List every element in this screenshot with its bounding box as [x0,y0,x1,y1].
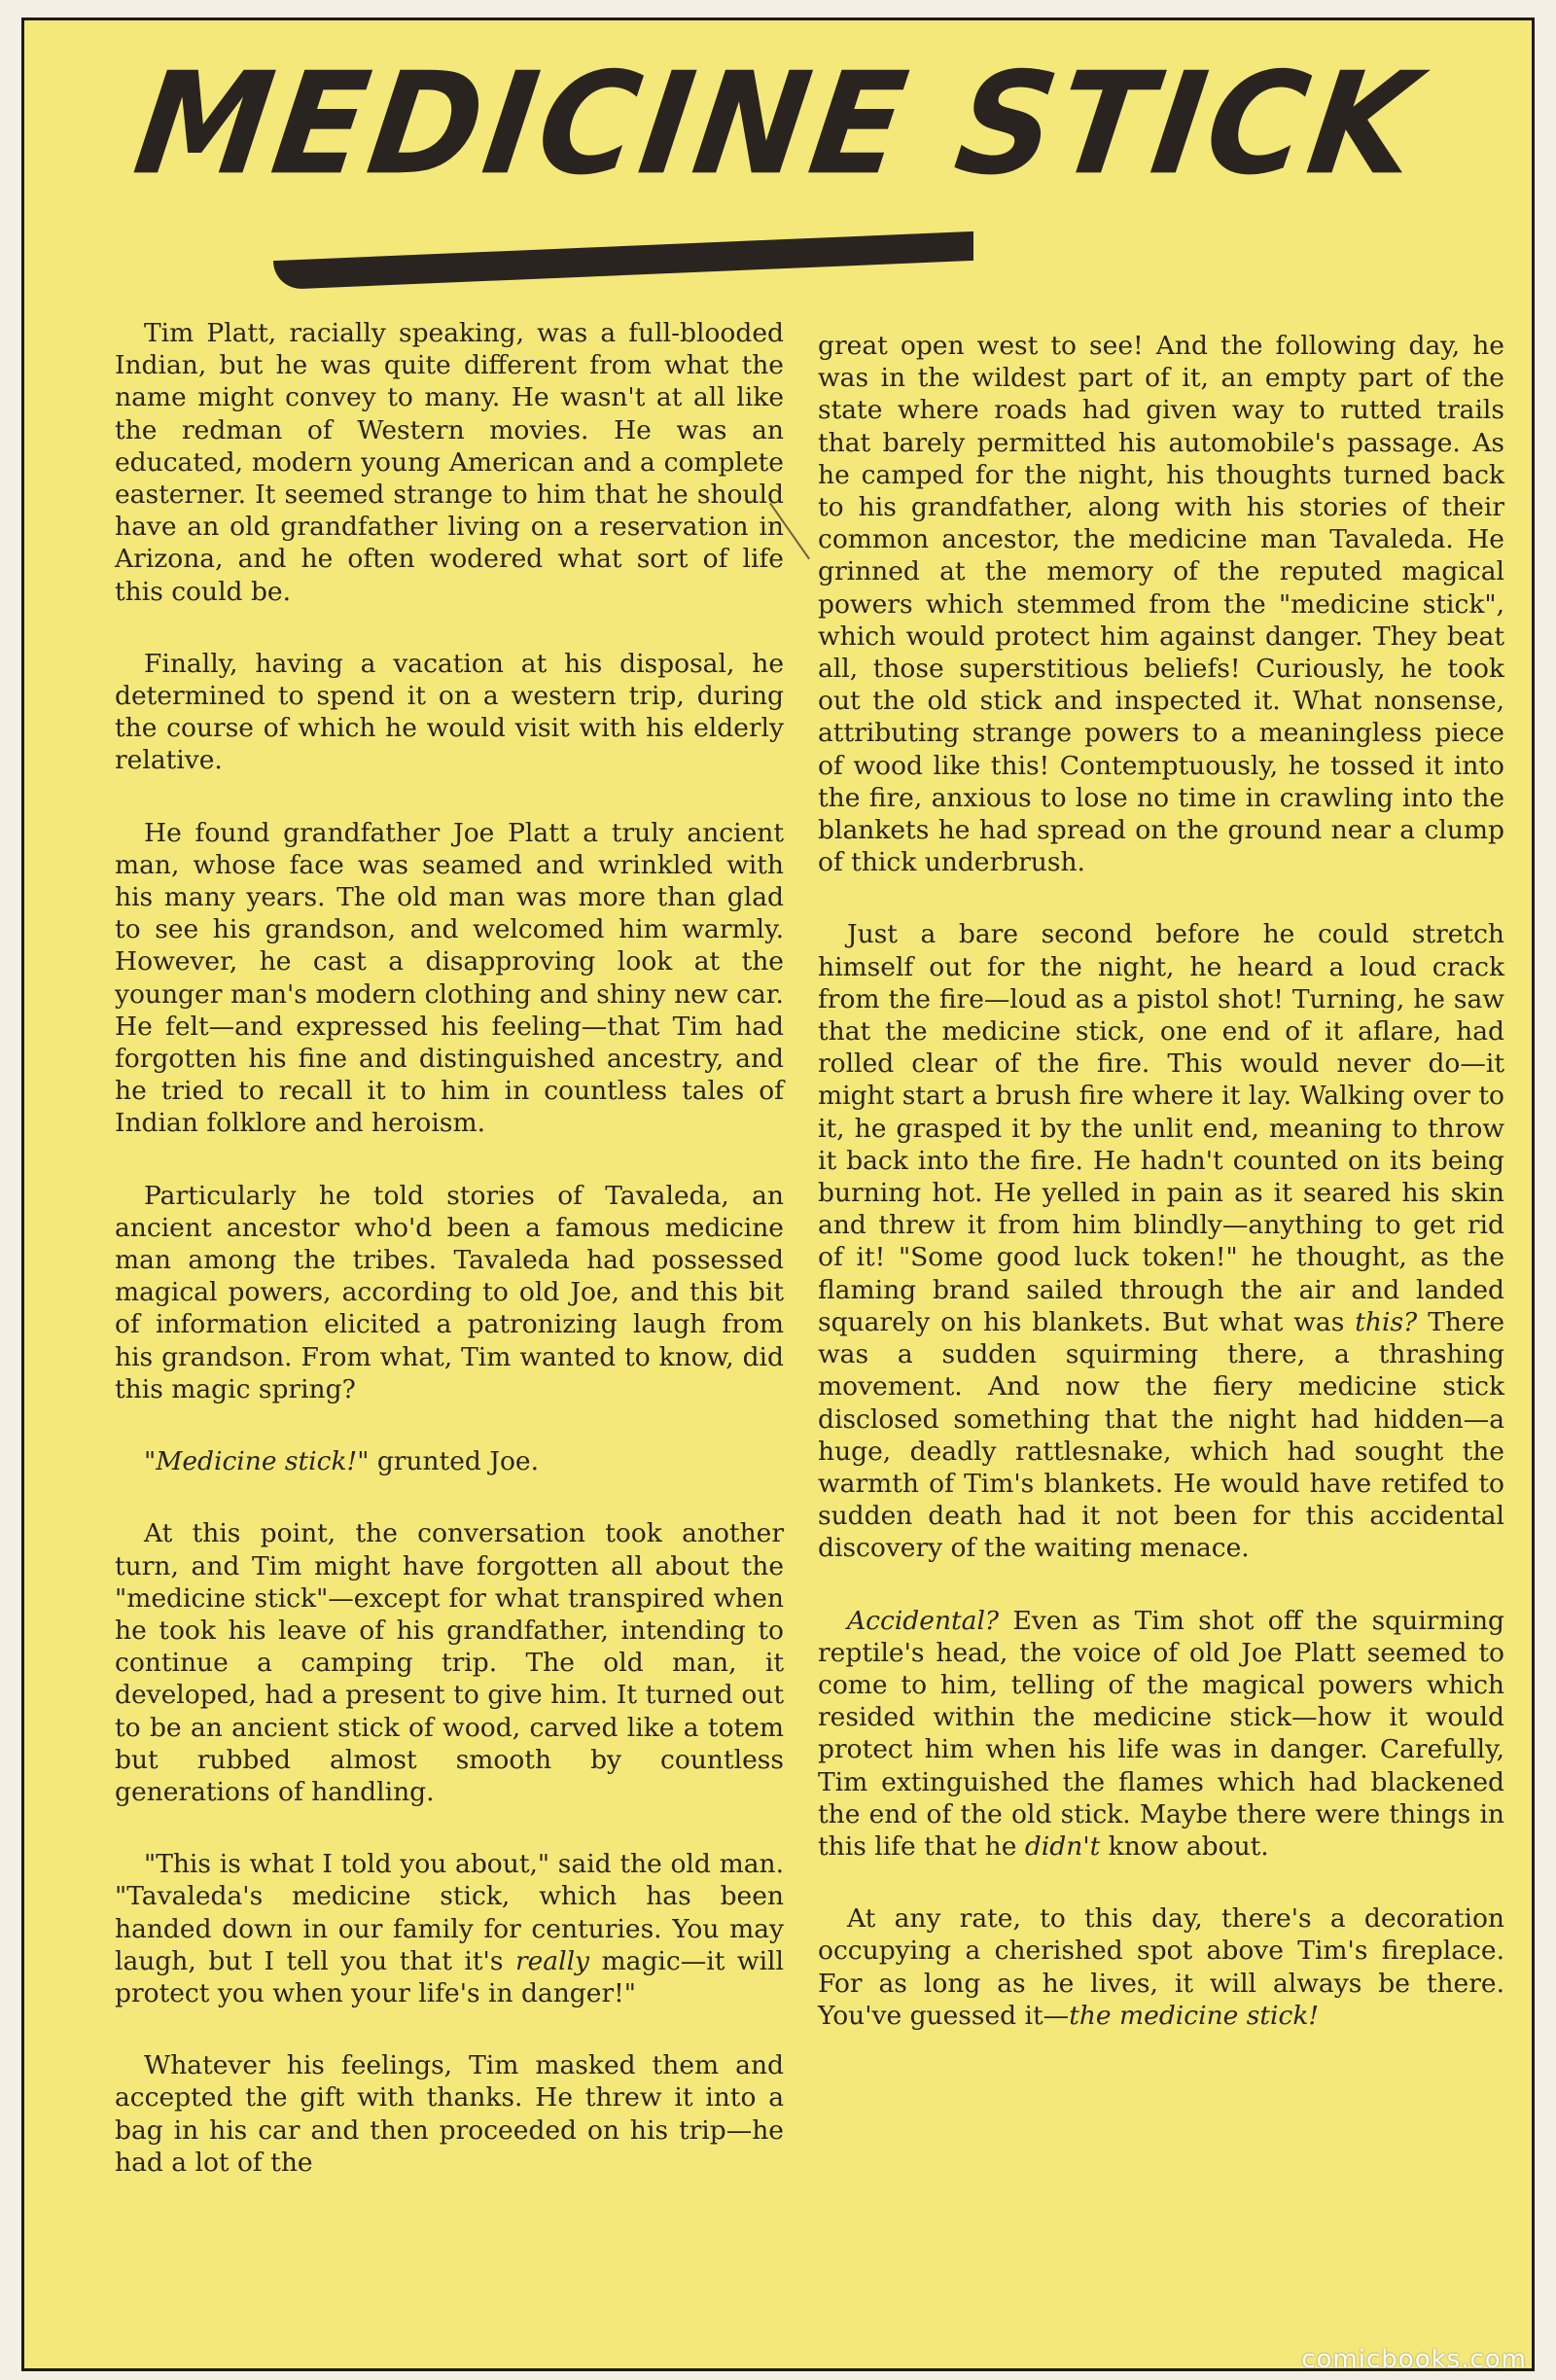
paragraph [818,1605,1504,1864]
italic-text: didn't [1024,1830,1101,1862]
text: grunted Joe. [369,1446,539,1477]
title-banner [24,20,1532,298]
italic-text: Accidental? [847,1605,1000,1636]
text: There was a sudden squirming there, a thrashing movement. And now the fiery medicine stick disclosed something that the night had hidden—a huge, deadly rattlesnake, which had sought the warmth of Tim's blankets. He would have retifed to sudden death had it not been for this accidental discovery of the waiting menace. [818,1306,1504,1564]
paragraph: great open west to see! And the following day, he was in the wildest part of it, an empty part of the state where roads had given way to rutted trails that barely permitted his automobile's passage. As he camped for the night, his thoughts turned back to his grandfather, along with his stories of their common ancestor, the medicine man Tavaleda. He grinned at the memory of the reputed magical powers which stemmed from the "medicine stick", which would protect him against danger. They beat all, those superstitious beliefs! Curiously, he took out the old stick and inspected it. What nonsense, attributing strange powers to a meaningless piece of wood like this! Contemptuously, he tossed it into the fire, anxious to lose no time in crawling into the blankets he had spread on the ground near a clump of thick underbrush. [818,331,1504,878]
italic-text: really [514,1945,590,1976]
right-column [818,330,1504,2072]
paragraph: Tim Platt, racially speaking, was a full-blooded Indian, but he was quite different from what the name might convey to many. He wasn't at all like the redman of Western movies. He was an educated, modern young American and a complete easterner. It seemed strange to him that he should have an old grandfather living on a reservation in Arizona, and he often wodered what sort of life this could be. [115,318,784,607]
story-title: MEDICINE STICK [125,41,1431,206]
title-underline-swoosh [273,231,973,290]
text: Just a bare second before he could stretch himself out for the night, he heard a loud crack from the fire—loud as a pistol shot! Turning, he saw that the medicine stick, one end of it aflare, had rolled clear of the fire. This would never do—it might start a brush fire where it lay. Walking over to it, he grasped it by the unlit end, meaning to throw it back into the fire. He hadn't counted on its being burning hot. He yelled in pain as it seared his skin and threw it from him blindly—anything to get rid of it! "Some good luck token!" he thought, as the flaming brand sailed through the air and landed squarely on his blankets. But what was [818,919,1504,1337]
paragraph [818,918,1504,1564]
italic-text: "Medicine stick!" [144,1446,370,1477]
text: magic—it will protect you when your life's in danger!" [115,1945,784,2008]
text: Even as Tim shot off the squirming reptile's head, the voice of old Joe Platt seemed to come to him, telling of the magical powers which resided within the medicine stick—how it would protect him when his life was in danger. Carefully, Tim extinguished the flames which had blackened the end of the old stick. Maybe there were things in this life that he [818,1605,1504,1862]
paragraph: Whatever his feelings, Tim masked them and accepted the gift with thanks. He threw it into a bag in his car and then proceeded on his trip—he had a lot of the [115,2050,784,2178]
left-column [115,317,784,2219]
paragraph: Finally, having a vacation at his disposal, he determined to spend it on a western trip, during the course of which he would visit with his elderly relative. [115,648,784,776]
paragraph: He found grandfather Joe Platt a truly ancient man, whose face was seamed and wrinkled with his many years. The old man was more than glad to see his grandson, and welcomed him warmly. However, he cast a disapproving look at the younger man's modern clothing and shiny new car. He felt—and expressed his feeling—that Tim had forgotten his fine and distinguished ancestry, and he tried to recall it to him in countless tales of Indian folklore and heroism. [115,817,784,1139]
text: "This is what I told you about," said the old man. "Tavaleda's medicine stick, which has been handed down in our family for centuries. You may laugh, but I tell you that it's [115,1849,784,1976]
italic-text: this? [1355,1306,1418,1337]
story-page [21,18,1535,2371]
paragraph-joe-quote [115,1445,784,1477]
watermark-text: comicbooks.com [1301,2345,1527,2374]
paragraph: At this point, the conversation took another turn, and Tim might have forgotten all about the "medicine stick"—except for what transpired when he took his leave of his grandfather, intending to continue a camping trip. The old man, it developed, had a present to give him. It turned out to be an ancient stick of wood, carved like a totem but rubbed almost smooth by countless generations of handling. [115,1518,784,1807]
text: At any rate, to this day, there's a decoration occupying a cherished spot above Tim's fireplace. For as long as he lives, it will always be there. You've guessed it— [818,1903,1504,2031]
italic-text: the medicine stick! [1069,2000,1320,2031]
paragraph: Particularly he told stories of Tavaleda, an ancient ancestor who'd been a famous medicine man among the tribes. Tavaleda had possessed magical powers, according to old Joe, and this bit of information elicited a patronizing laugh from his grandson. From what, Tim wanted to know, did this magic spring? [115,1180,784,1404]
paragraph [818,1902,1504,2032]
text: know about. [1100,1830,1269,1862]
paragraph-magic-quote [115,1848,784,2009]
